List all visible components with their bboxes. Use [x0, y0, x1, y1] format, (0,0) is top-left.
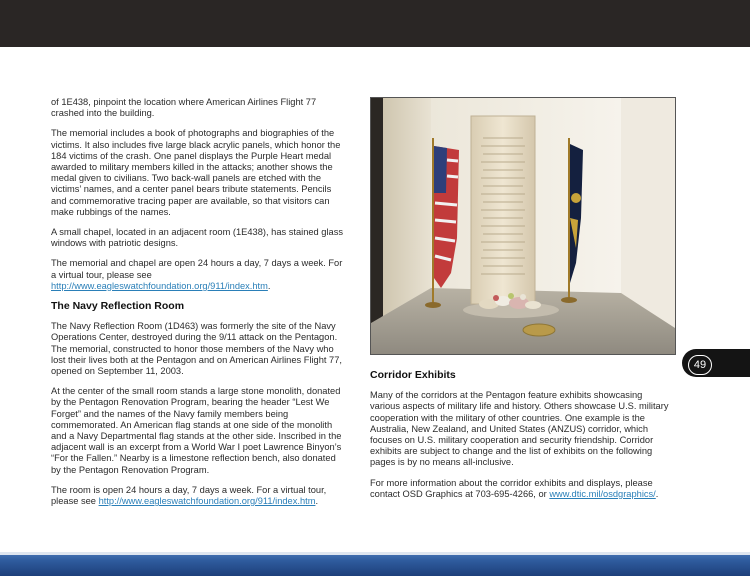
osd-graphics-link[interactable]: www.dtic.mil/osdgraphics/ [549, 488, 656, 499]
top-header-bar [0, 0, 750, 47]
section-heading-navy-reflection-room: The Navy Reflection Room [51, 300, 185, 313]
page-number: 49 [688, 355, 712, 375]
paragraph-end: . [315, 496, 319, 507]
paragraph: Many of the corridors at the Pentagon feature exhibits showcasing various aspects of military life and history. Others showcase U.S. military cooperation with the military of other countries. One example is the Australia, New Zealand, and United States (ANZUS) corridor, which focuses on U.S. military cooperation and security friendship. Corridor exhibits are subject to change and the list of exhibits on the following pages is by no means all-inclusive. [370, 390, 669, 468]
photo-illustration [371, 98, 675, 354]
paragraph-text: The memorial and chapel are open 24 hours a day, 7 days a week. For a virtual tour, please see [51, 258, 343, 280]
paragraph-text: The room is open 24 hours a day, 7 days a week. For a virtual tour, please see [51, 484, 327, 507]
section-heading-corridor-exhibits: Corridor Exhibits [370, 369, 456, 381]
left-text-column [51, 97, 348, 516]
bottom-footer-bar [0, 552, 750, 576]
paragraph [370, 478, 670, 500]
paragraph: At the center of the small room stands a large stone monolith, donated by the Pentagon Renovation Program, bearing the header “Lest We Forget” and the names of the Navy family members being commemorated. An American flag stands at one side of the monolith and a Navy Departmental flag stands at the other side. Inscribed in the adjacent wall is an excerpt from a World War I poet Lawrence Binyon’s “For the Fallen.” Nearby is a limestone reflection bench, also donated by the Pentagon Renovation Program. [51, 386, 342, 475]
virtual-tour-link[interactable]: http://www.eagleswatchfoundation.org/911/index.htm [98, 496, 316, 507]
paragraph-end: . [655, 488, 659, 499]
paragraph-text: For more information about the corridor exhibits and displays, please contact OSD Graphics at 703-695-4266, or [370, 477, 653, 499]
paragraph [51, 485, 348, 507]
virtual-tour-link[interactable]: http://www.eagleswatchfoundation.org/911/index.htm [51, 280, 268, 291]
paragraph [51, 258, 348, 292]
paragraph: The Navy Reflection Room (1D463) was formerly the site of the Navy Operations Center, destroyed during the 9/11 attack on the Pentagon. The memorial, constructed to honor those members of the Navy who lost their lives both at the Pentagon and on American Airlines Flight 77, opened on September 11, 2003. [51, 321, 342, 377]
paragraph: A small chapel, located in an adjacent room (1E438), has stained glass windows with patriotic designs. [51, 227, 343, 249]
paragraph: of 1E438, pinpoint the location where American Airlines Flight 77 crashed into the building. [51, 97, 317, 119]
paragraph-end: . [267, 280, 271, 291]
navy-reflection-room-photo [370, 97, 676, 355]
right-text-column [370, 370, 670, 509]
paragraph: The memorial includes a book of photographs and biographies of the victims. It also includes five large black acrylic panels, which honor the 184 victims of the crash. One panel displays the Purple Heart medal awarded to military members killed in the attacks; another shows the medal given to civilians. Two back-wall panels are etched with the victims’ names, and a center panel bears tribute statements. Pencils and commemorative tracing paper are available, so that visitors can make rubbings of the names. [51, 128, 341, 217]
